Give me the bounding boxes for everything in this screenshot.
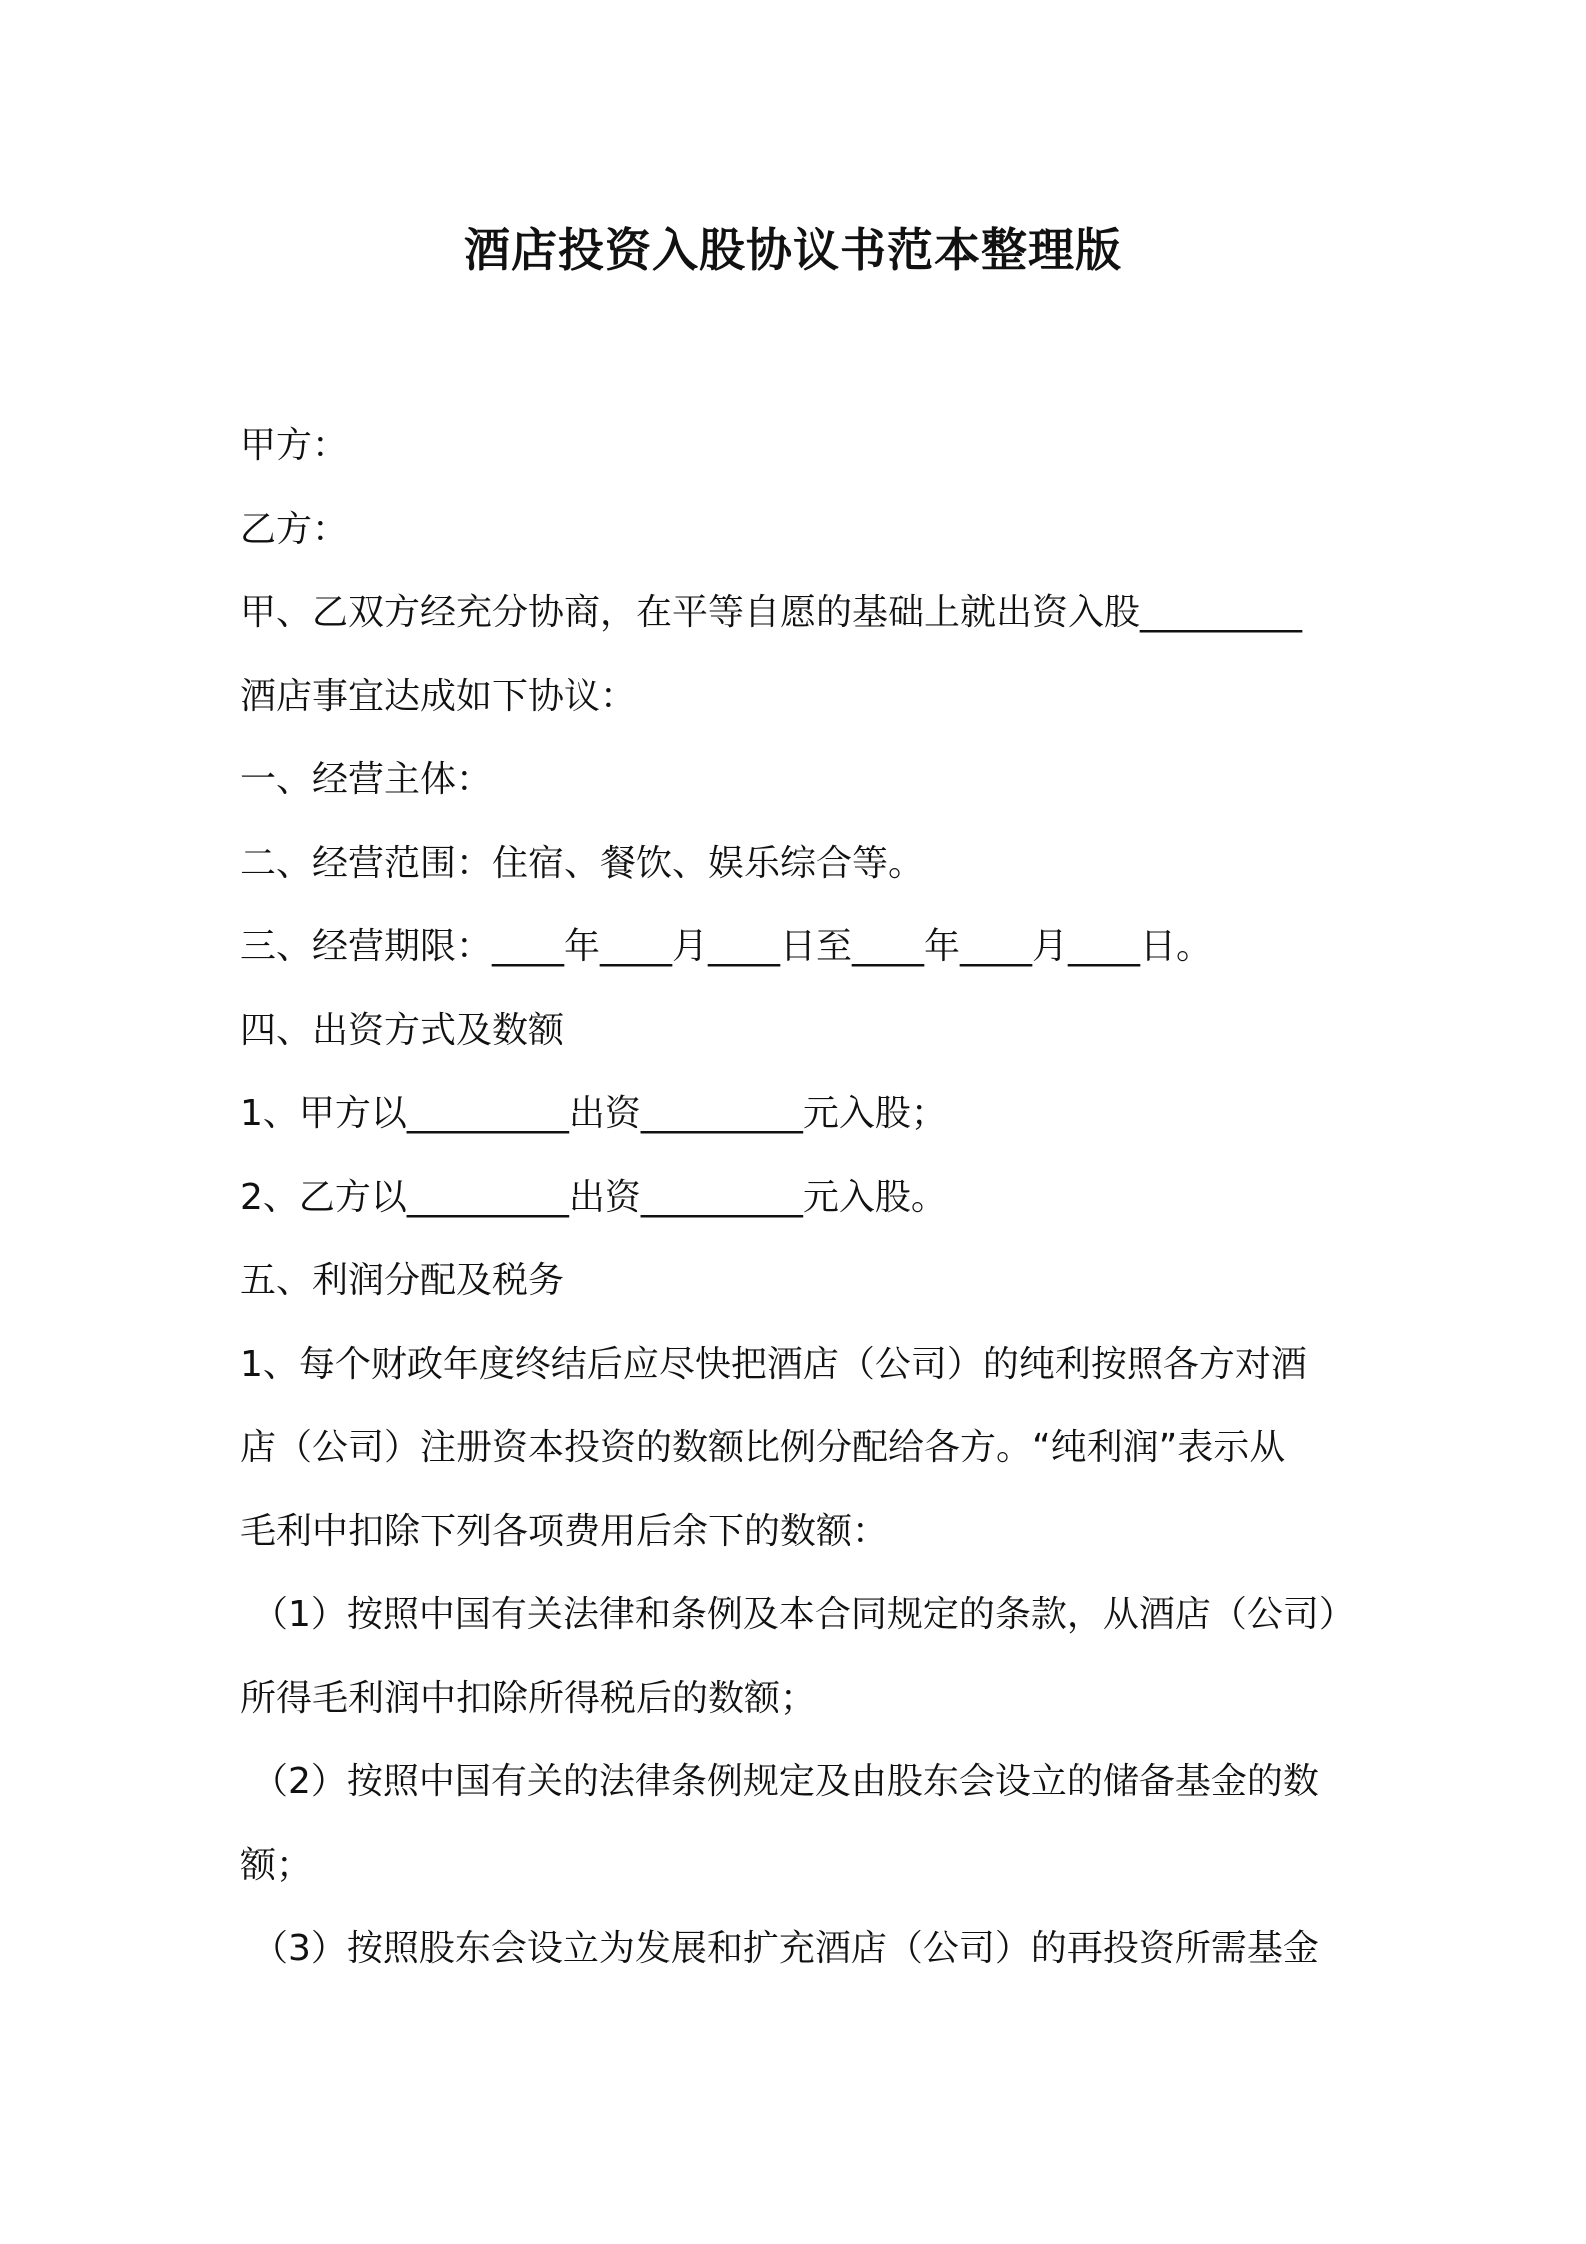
party-a-line: 甲方：	[240, 425, 349, 466]
document-title: 酒店投资入股协议书范本整理版	[464, 223, 1122, 277]
section-5-heading: 五、利润分配及税务	[240, 1260, 565, 1301]
section-5-item-1-line-1: 1、每个财政年度终结后应尽快把酒店（公司）的纯利按照各方对酒	[240, 1343, 1307, 1385]
section-1-heading: 一、经营主体：	[240, 759, 493, 800]
section-4-item-2: 2、乙方以_________出资_________元入股。	[240, 1176, 947, 1218]
section-2-heading: 二、经营范围：住宿、餐饮、娱乐综合等。	[240, 842, 925, 884]
sub-item-3-line-1: （3）按照股东会设立为发展和扩充酒店（公司）的再投资所需基金	[252, 1928, 1319, 1969]
party-b-line: 乙方：	[240, 508, 349, 550]
document-body	[240, 404, 1360, 1991]
preamble-line-2: 酒店事宜达成如下协议：	[240, 675, 637, 717]
section-5-item-1-line-3: 毛利中扣除下列各项费用后余下的数额：	[240, 1510, 889, 1552]
section-3-heading: 三、经营期限：____年____月____日至____年____月____日。	[240, 926, 1213, 967]
sub-item-2-line-2: 额；	[240, 1844, 313, 1886]
section-4-item-1: 1、甲方以_________出资_________元入股；	[240, 1093, 947, 1134]
section-4-heading: 四、出资方式及数额	[240, 1009, 565, 1051]
section-5-item-1-line-2: 店（公司）注册资本投资的数额比例分配给各方。“纯利润”表示从	[240, 1427, 1286, 1468]
sub-item-1-line-2: 所得毛利润中扣除所得税后的数额；	[240, 1677, 817, 1719]
sub-item-2-line-1: （2）按照中国有关的法律条例规定及由股东会设立的储备基金的数	[252, 1761, 1319, 1802]
sub-item-1-line-1: （1）按照中国有关法律和条例及本合同规定的条款，从酒店（公司）	[252, 1594, 1355, 1635]
preamble-line-1: 甲、乙双方经充分协商，在平等自愿的基础上就出资入股_________	[240, 592, 1303, 633]
